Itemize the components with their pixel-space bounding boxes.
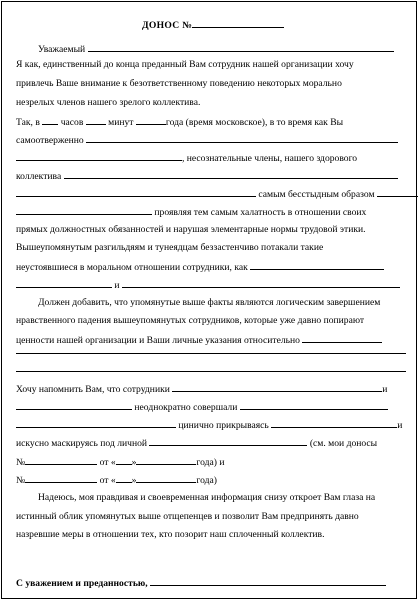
skillfully-text: искусно маскируясь под личной — [16, 438, 148, 449]
blank-line-1[interactable] — [16, 353, 406, 354]
p3-line-3 — [16, 333, 382, 346]
negligence-text: проявляя тем самым халатность в отношении своих — [154, 207, 367, 218]
year-label: года (время московское), в то время как Вы — [165, 117, 344, 128]
number-sign-1: № — [16, 457, 26, 468]
duties-line: прямых должностных обязанностей и нарушая элементарные нормы трудовой этики. — [16, 224, 366, 235]
minutes-label: минут — [108, 117, 134, 128]
ref-month-field-1[interactable] — [136, 455, 196, 465]
close-quote-2: » — [131, 475, 137, 486]
shameless-line — [16, 187, 418, 200]
time-line — [16, 115, 343, 128]
so-text: Так, в — [16, 117, 40, 128]
disguise-field[interactable] — [149, 436, 307, 446]
unstable-line — [16, 260, 384, 273]
skillfully-line — [16, 436, 377, 449]
shameless-text: самым бесстыдным образом — [258, 189, 375, 200]
ref-month-field-2[interactable] — [136, 473, 196, 483]
denunciation-ref-2 — [16, 473, 217, 486]
p1-line-2: привлечь Ваше внимание к безответственному поведению некоторых морально — [16, 78, 342, 89]
remind-text: Хочу напомнить Вам, что сотрудники — [16, 384, 170, 395]
connived-line: Вышеупомянутым разгильдяям и тунеядцам беззастенчиво потакали такие — [16, 242, 324, 253]
offences-field-2[interactable] — [16, 418, 176, 428]
instructions-field[interactable] — [302, 333, 382, 343]
close-quote-1: » — [131, 457, 137, 468]
and2-text: и — [397, 420, 403, 431]
signature-field[interactable] — [150, 576, 386, 586]
and1-text: и — [382, 384, 388, 395]
year-field[interactable] — [136, 115, 166, 125]
title-text: ДОНОС № — [142, 20, 193, 31]
salutation-text: Уважаемый — [38, 44, 86, 55]
form-title — [142, 18, 284, 31]
from-text-1: от « — [99, 457, 116, 468]
cynically-text: цинично прикрываясь — [178, 420, 269, 431]
addressee-field[interactable] — [88, 42, 394, 52]
repeatedly-text: неоднократно совершали — [134, 402, 238, 413]
activity-continue-field[interactable] — [16, 151, 182, 161]
p1-line-3: незрелых членов нашего зрелого коллектива. — [16, 97, 201, 108]
employees-names-field[interactable] — [172, 382, 382, 392]
repeatedly-line — [16, 400, 388, 413]
closing-text: С уважением и преданностью, — [16, 578, 148, 589]
ref-number-field-2[interactable] — [25, 473, 97, 483]
p5-line-1: Надеюсь, моя правдивая и своевременная информация снизу откроет Вам глаза на — [38, 492, 376, 503]
see-text: (см. мои доносы — [309, 438, 378, 449]
cynically-line — [16, 418, 402, 431]
denunciation-ref-1 — [16, 455, 225, 468]
salutation-line — [38, 42, 394, 55]
remind-line — [16, 382, 387, 395]
unconscious-text: , несознательные члены, нашего здорового — [182, 153, 358, 164]
collective-text: коллектива — [16, 171, 62, 182]
p5-line-3: назревшие меры в отношении тех, кто позорит наш сплоченный коллектив. — [16, 529, 325, 540]
year-end-text: года) — [196, 475, 217, 486]
blank-line-2[interactable] — [16, 371, 406, 372]
and-text: и — [114, 280, 120, 291]
selfless-line — [16, 133, 398, 146]
employee-field-3[interactable] — [122, 278, 400, 288]
negligence-field[interactable] — [16, 205, 152, 215]
actions-field[interactable] — [16, 187, 256, 197]
p3-line-1: Должен добавить, что упомянутые выше факты являются логическим завершением — [38, 297, 381, 308]
ref-number-field-1[interactable] — [25, 455, 97, 465]
p3-line-3-text: ценности нашей организации и Ваши личные указания относительно — [16, 335, 300, 346]
offences-field[interactable] — [240, 400, 388, 410]
employees-line — [16, 278, 400, 291]
employee-field-1[interactable] — [250, 260, 384, 270]
denunciation-form — [1, 1, 417, 599]
negligence-line — [16, 205, 366, 218]
p5-line-2: истинный облик упомянутых выше отщепенцев и позволит Вам предпринять давно — [16, 511, 359, 522]
number-sign-2: № — [16, 475, 26, 486]
actions-continue-field[interactable] — [377, 187, 418, 197]
collective-line — [16, 169, 398, 182]
p1-line-1: Я как, единственный до конца преданный Вам сотрудник нашей организации хочу — [16, 59, 354, 70]
from-text-2: от « — [99, 475, 116, 486]
number-field[interactable] — [192, 18, 284, 28]
ref-day-field-2[interactable] — [116, 473, 132, 483]
closing-line — [16, 576, 386, 589]
pretext-field[interactable] — [271, 418, 397, 428]
employees-names-field-2[interactable] — [16, 400, 132, 410]
p3-line-2: нравственного падения вышеупомянутых сотрудников, которые уже давно попирают — [16, 315, 365, 326]
minutes-field[interactable] — [86, 115, 106, 125]
employee-field-2[interactable] — [16, 278, 112, 288]
year-and-text: года) и — [196, 457, 225, 468]
activity-field[interactable] — [86, 133, 398, 143]
unconscious-line — [16, 151, 357, 164]
unstable-text: неустоявшиеся в моральном отношении сотрудники, как — [16, 262, 248, 273]
members-field[interactable] — [64, 169, 398, 179]
selfless-text: самоотверженно — [16, 135, 84, 146]
ref-day-field-1[interactable] — [116, 455, 132, 465]
hours-field[interactable] — [42, 115, 58, 125]
hours-label: часов — [60, 117, 84, 128]
